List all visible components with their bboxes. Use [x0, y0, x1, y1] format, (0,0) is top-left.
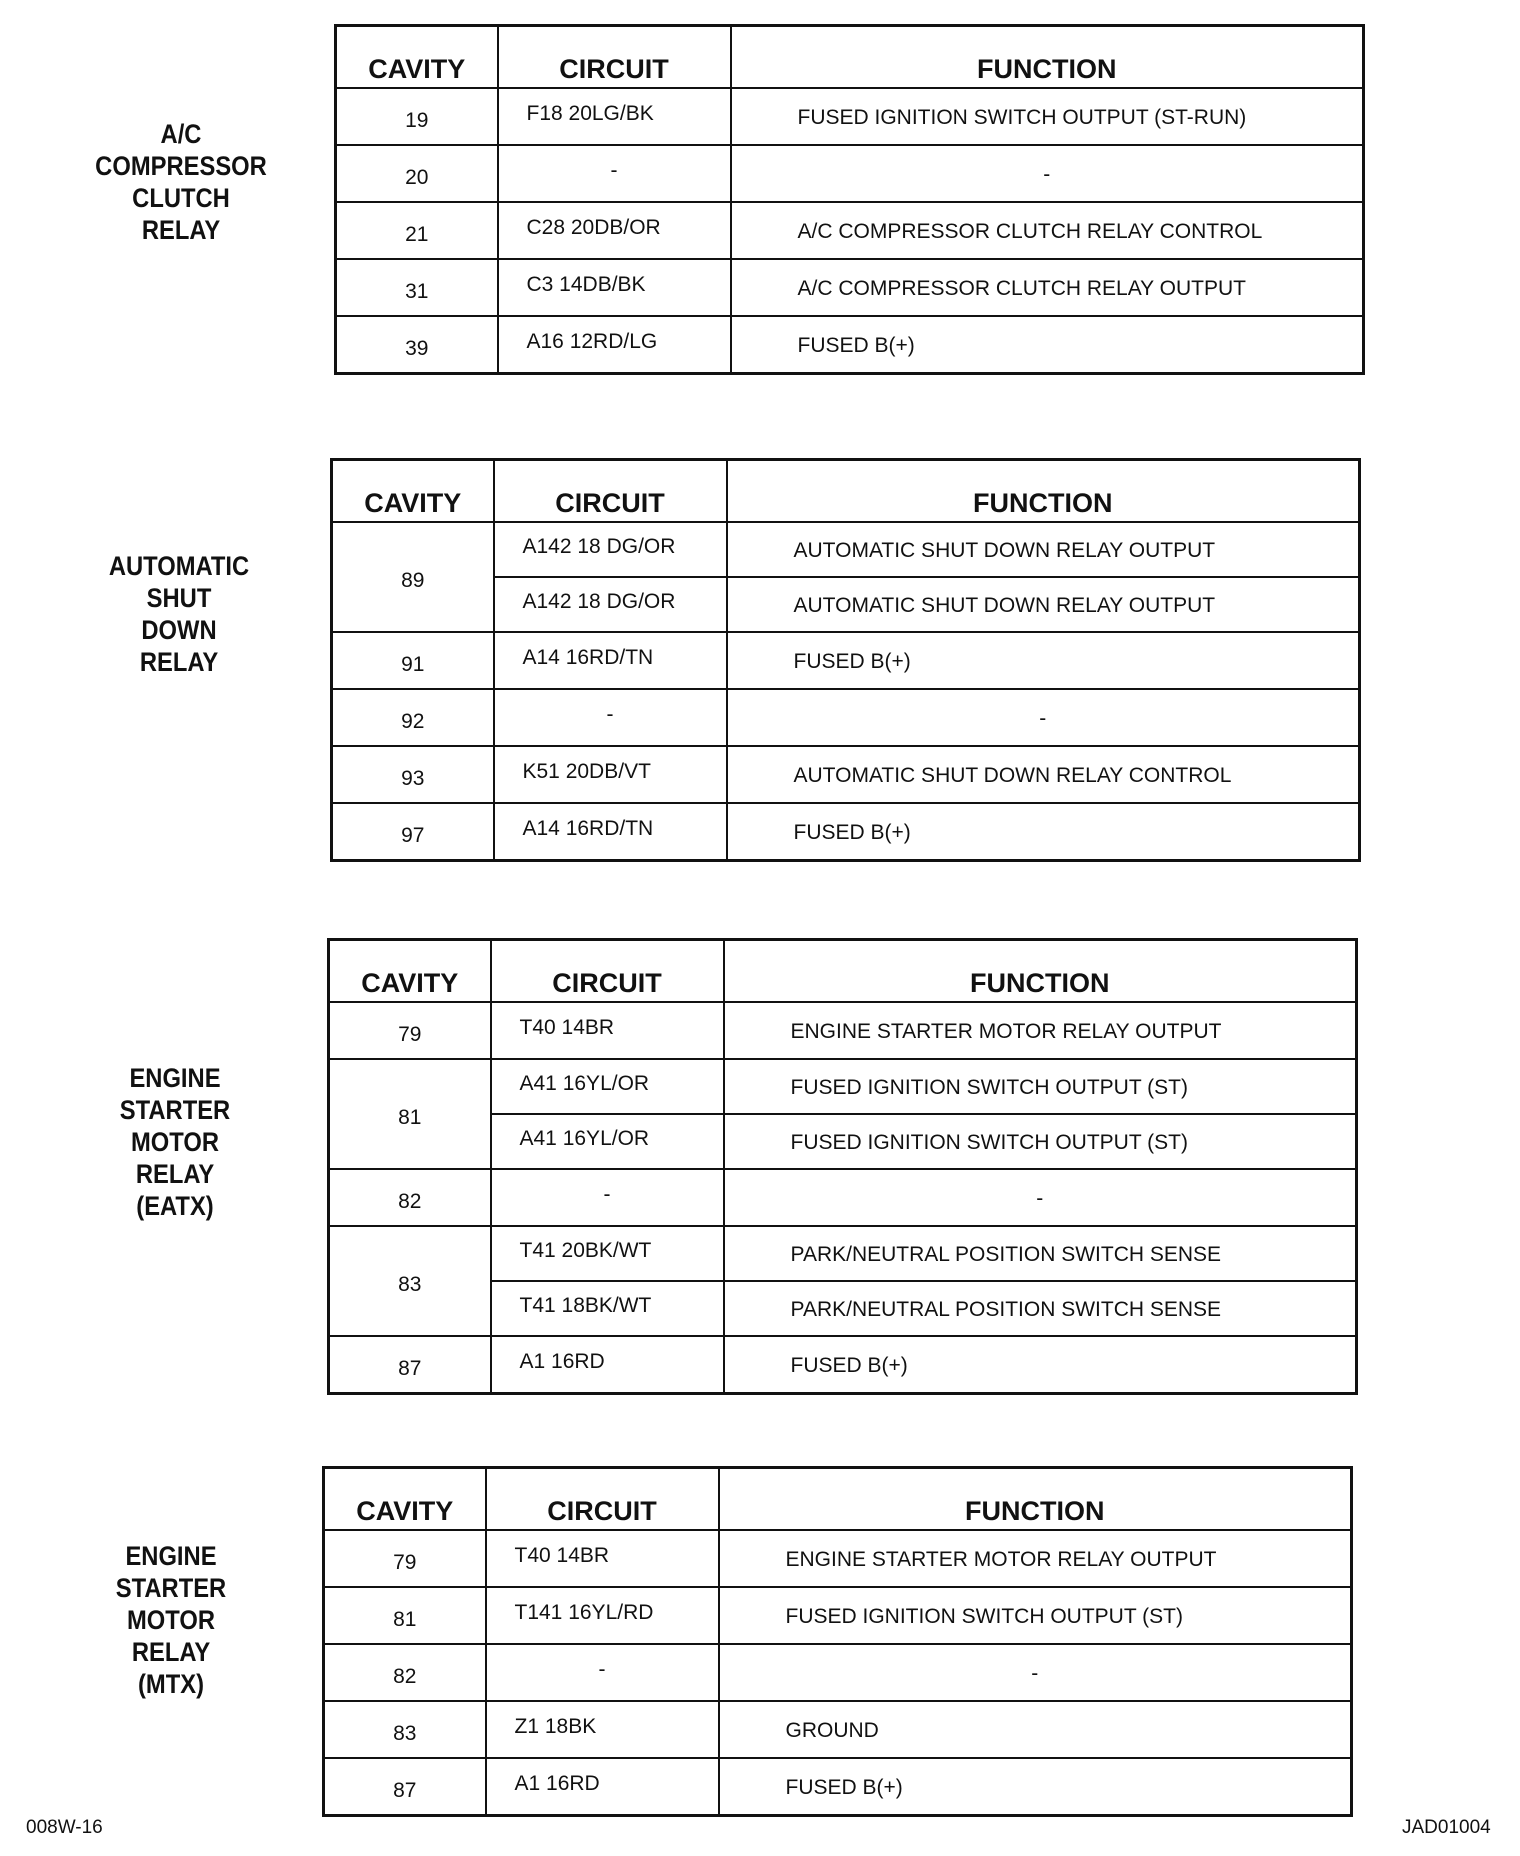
table-row — [324, 1758, 1352, 1816]
function-header: FUNCTION — [727, 460, 1360, 523]
circuit-header: CIRCUIT — [486, 1468, 719, 1531]
table-row — [332, 689, 1360, 746]
circuit-cell: C3 14DB/BK — [498, 259, 731, 316]
cavity-cell: 82 — [329, 1169, 491, 1226]
cavity-cell: 89 — [332, 522, 494, 632]
function-cell: GROUND — [719, 1701, 1352, 1758]
relay-label-line: SHUT — [146, 583, 212, 613]
table-header-row — [336, 26, 1364, 89]
circuit-cell: K51 20DB/VT — [494, 746, 727, 803]
table-row — [332, 522, 1360, 577]
function-cell: FUSED B(+) — [724, 1336, 1357, 1394]
table-row — [336, 202, 1364, 259]
function-cell: A/C COMPRESSOR CLUTCH RELAY OUTPUT — [731, 259, 1364, 316]
cavity-cell: 92 — [332, 689, 494, 746]
circuit-cell: A16 12RD/LG — [498, 316, 731, 374]
relay-label-line: RELAY — [141, 215, 221, 245]
function-header: FUNCTION — [719, 1468, 1352, 1531]
function-cell: PARK/NEUTRAL POSITION SWITCH SENSE — [724, 1226, 1357, 1281]
function-cell: - — [731, 145, 1364, 202]
table-row — [324, 1587, 1352, 1644]
circuit-cell: - — [486, 1644, 719, 1701]
pinout-table — [327, 938, 1358, 1395]
table-row — [336, 316, 1364, 374]
circuit-cell: A41 16YL/OR — [491, 1059, 724, 1114]
function-cell: FUSED B(+) — [731, 316, 1364, 374]
cavity-cell: 87 — [329, 1336, 491, 1394]
circuit-cell: A1 16RD — [486, 1758, 719, 1816]
table-row — [332, 632, 1360, 689]
table-header-row — [324, 1468, 1352, 1531]
relay-label-line: ENGINE — [129, 1063, 221, 1093]
circuit-cell: A1 16RD — [491, 1336, 724, 1394]
circuit-cell: F18 20LG/BK — [498, 88, 731, 145]
circuit-cell: Z1 18BK — [486, 1701, 719, 1758]
cavity-header: CAVITY — [324, 1468, 486, 1531]
cavity-cell: 81 — [324, 1587, 486, 1644]
function-cell: FUSED IGNITION SWITCH OUTPUT (ST) — [719, 1587, 1352, 1644]
table-header-row — [329, 940, 1357, 1003]
relay-label — [70, 1540, 272, 1700]
circuit-cell: T141 16YL/RD — [486, 1587, 719, 1644]
cavity-cell: 79 — [324, 1530, 486, 1587]
relay-label-line: (MTX) — [138, 1669, 204, 1699]
circuit-cell: A142 18 DG/OR — [494, 577, 727, 632]
circuit-cell: T40 14BR — [491, 1002, 724, 1059]
table-row — [329, 1169, 1357, 1226]
pinout-table — [322, 1466, 1353, 1817]
cavity-header: CAVITY — [332, 460, 494, 523]
function-cell: FUSED IGNITION SWITCH OUTPUT (ST-RUN) — [731, 88, 1364, 145]
relay-label-line: CLUTCH — [132, 183, 230, 213]
function-cell: FUSED IGNITION SWITCH OUTPUT (ST) — [724, 1114, 1357, 1169]
table-row — [324, 1530, 1352, 1587]
cavity-cell: 79 — [329, 1002, 491, 1059]
circuit-header: CIRCUIT — [498, 26, 731, 89]
table-header-row — [332, 460, 1360, 523]
table-row — [329, 1059, 1357, 1114]
function-cell: - — [719, 1644, 1352, 1701]
cavity-header: CAVITY — [336, 26, 498, 89]
cavity-cell: 97 — [332, 803, 494, 861]
cavity-cell: 82 — [324, 1644, 486, 1701]
figure-code-right: JAD01004 — [1402, 1817, 1491, 1838]
cavity-cell: 83 — [329, 1226, 491, 1336]
circuit-cell: A14 16RD/TN — [494, 803, 727, 861]
relay-label-line: RELAY — [139, 647, 219, 677]
pinout-table — [330, 458, 1361, 862]
cavity-cell: 31 — [336, 259, 498, 316]
circuit-cell: C28 20DB/OR — [498, 202, 731, 259]
relay-label-line: RELAY — [131, 1637, 211, 1667]
function-cell: AUTOMATIC SHUT DOWN RELAY OUTPUT — [727, 577, 1360, 632]
circuit-cell: T41 20BK/WT — [491, 1226, 724, 1281]
circuit-cell: - — [491, 1169, 724, 1226]
relay-label-line: COMPRESSOR — [95, 151, 267, 181]
function-cell: FUSED B(+) — [727, 803, 1360, 861]
relay-label — [74, 1062, 276, 1222]
relay-label-line: DOWN — [141, 615, 217, 645]
cavity-cell: 39 — [336, 316, 498, 374]
circuit-cell: - — [494, 689, 727, 746]
relay-label-line: STARTER — [115, 1573, 227, 1603]
relay-label-line: RELAY — [135, 1159, 215, 1189]
table-row — [332, 746, 1360, 803]
circuit-header: CIRCUIT — [491, 940, 724, 1003]
table-row — [336, 145, 1364, 202]
circuit-header: CIRCUIT — [494, 460, 727, 523]
table-row — [332, 803, 1360, 861]
table-row — [329, 1336, 1357, 1394]
cavity-cell: 21 — [336, 202, 498, 259]
cavity-cell: 19 — [336, 88, 498, 145]
cavity-cell: 81 — [329, 1059, 491, 1169]
function-cell: - — [724, 1169, 1357, 1226]
table-row — [336, 259, 1364, 316]
relay-label-line: (EATX) — [136, 1191, 214, 1221]
function-header: FUNCTION — [731, 26, 1364, 89]
pinout-table — [334, 24, 1365, 375]
table-row — [324, 1701, 1352, 1758]
relay-label — [78, 550, 280, 678]
relay-label-line: AUTOMATIC — [108, 551, 250, 581]
relay-label-line: ENGINE — [125, 1541, 217, 1571]
figure-code-left: 008W-16 — [26, 1817, 103, 1838]
function-cell: - — [727, 689, 1360, 746]
relay-label-line: A/C — [160, 119, 202, 149]
function-cell: ENGINE STARTER MOTOR RELAY OUTPUT — [724, 1002, 1357, 1059]
table-row — [324, 1644, 1352, 1701]
circuit-cell: T40 14BR — [486, 1530, 719, 1587]
table-row — [329, 1226, 1357, 1281]
relay-label-line: MOTOR — [127, 1605, 215, 1635]
function-cell: FUSED B(+) — [727, 632, 1360, 689]
cavity-cell: 93 — [332, 746, 494, 803]
circuit-cell: A14 16RD/TN — [494, 632, 727, 689]
function-cell: FUSED IGNITION SWITCH OUTPUT (ST) — [724, 1059, 1357, 1114]
circuit-cell: T41 18BK/WT — [491, 1281, 724, 1336]
table-row — [336, 88, 1364, 145]
circuit-cell: - — [498, 145, 731, 202]
function-cell: ENGINE STARTER MOTOR RELAY OUTPUT — [719, 1530, 1352, 1587]
function-cell: AUTOMATIC SHUT DOWN RELAY OUTPUT — [727, 522, 1360, 577]
function-cell: PARK/NEUTRAL POSITION SWITCH SENSE — [724, 1281, 1357, 1336]
function-cell: FUSED B(+) — [719, 1758, 1352, 1816]
cavity-cell: 20 — [336, 145, 498, 202]
function-cell: A/C COMPRESSOR CLUTCH RELAY CONTROL — [731, 202, 1364, 259]
function-header: FUNCTION — [724, 940, 1357, 1003]
cavity-cell: 87 — [324, 1758, 486, 1816]
relay-label-line: MOTOR — [131, 1127, 219, 1157]
cavity-cell: 91 — [332, 632, 494, 689]
cavity-header: CAVITY — [329, 940, 491, 1003]
circuit-cell: A142 18 DG/OR — [494, 522, 727, 577]
circuit-cell: A41 16YL/OR — [491, 1114, 724, 1169]
cavity-cell: 83 — [324, 1701, 486, 1758]
relay-label — [80, 118, 282, 246]
function-cell: AUTOMATIC SHUT DOWN RELAY CONTROL — [727, 746, 1360, 803]
table-row — [329, 1002, 1357, 1059]
relay-label-line: STARTER — [119, 1095, 231, 1125]
